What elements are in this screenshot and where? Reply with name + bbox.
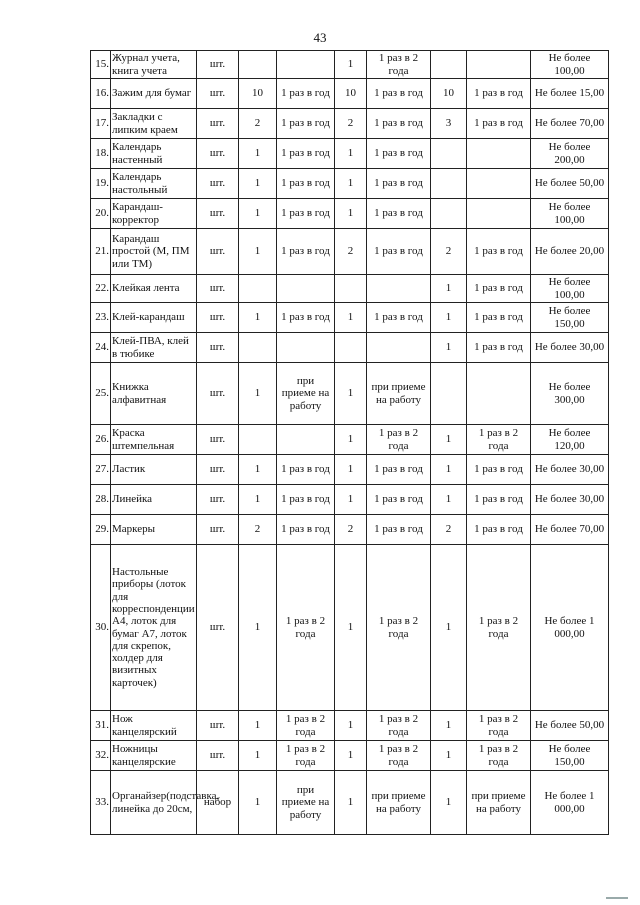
quantity-2: 10 bbox=[335, 79, 367, 109]
item-name: Клейкая лента bbox=[111, 275, 197, 303]
period-3: 1 раз в год bbox=[467, 303, 531, 333]
page-number: 43 bbox=[313, 30, 327, 45]
item-name: Книжка алфавитная bbox=[111, 363, 197, 425]
unit: шт. bbox=[197, 545, 239, 711]
unit: шт. bbox=[197, 515, 239, 545]
price-limit: Не более 100,00 bbox=[531, 199, 609, 229]
item-name: Органайзер(подставка, линейка до 20см, bbox=[111, 771, 197, 835]
price-limit: Не более 20,00 bbox=[531, 229, 609, 275]
row-number: 32. bbox=[91, 741, 111, 771]
row-number: 28. bbox=[91, 485, 111, 515]
row-number: 25. bbox=[91, 363, 111, 425]
quantity-2: 1 bbox=[335, 169, 367, 199]
item-name: Клей-карандаш bbox=[111, 303, 197, 333]
price-limit: Не более 100,00 bbox=[531, 275, 609, 303]
quantity-2: 1 bbox=[335, 425, 367, 455]
price-limit: Не более 30,00 bbox=[531, 333, 609, 363]
table-row bbox=[91, 303, 609, 333]
unit: набор bbox=[197, 771, 239, 835]
period-2: 1 раз в год bbox=[367, 485, 431, 515]
price-limit: Не более 50,00 bbox=[531, 711, 609, 741]
quantity-3: 1 bbox=[431, 485, 467, 515]
unit: шт. bbox=[197, 363, 239, 425]
period-3: 1 раз в 2 года bbox=[467, 545, 531, 711]
unit: шт. bbox=[197, 333, 239, 363]
row-number: 15. bbox=[91, 51, 111, 79]
unit: шт. bbox=[197, 199, 239, 229]
unit: шт. bbox=[197, 275, 239, 303]
period-3 bbox=[467, 51, 531, 79]
item-name: Ножницы канцелярские bbox=[111, 741, 197, 771]
price-limit: Не более 150,00 bbox=[531, 303, 609, 333]
period-1: 1 раз в 2 года bbox=[277, 545, 335, 711]
row-number: 23. bbox=[91, 303, 111, 333]
quantity-3: 1 bbox=[431, 455, 467, 485]
unit: шт. bbox=[197, 51, 239, 79]
period-1: при приеме на работу bbox=[277, 363, 335, 425]
quantity-2: 1 bbox=[335, 771, 367, 835]
price-limit: Не более 120,00 bbox=[531, 425, 609, 455]
quantity-1: 1 bbox=[239, 741, 277, 771]
period-2: 1 раз в 2 года bbox=[367, 51, 431, 79]
page-edge-mark bbox=[606, 897, 628, 899]
row-number: 27. bbox=[91, 455, 111, 485]
row-number: 19. bbox=[91, 169, 111, 199]
quantity-2: 1 bbox=[335, 363, 367, 425]
quantity-3: 10 bbox=[431, 79, 467, 109]
unit: шт. bbox=[197, 455, 239, 485]
quantity-1: 2 bbox=[239, 515, 277, 545]
quantity-1: 1 bbox=[239, 711, 277, 741]
quantity-2: 2 bbox=[335, 515, 367, 545]
unit: шт. bbox=[197, 711, 239, 741]
price-limit: Не более 1 000,00 bbox=[531, 771, 609, 835]
quantity-2 bbox=[335, 333, 367, 363]
price-limit: Не более 30,00 bbox=[531, 485, 609, 515]
quantity-1: 10 bbox=[239, 79, 277, 109]
period-2: 1 раз в год bbox=[367, 303, 431, 333]
table-row bbox=[91, 169, 609, 199]
quantity-2: 2 bbox=[335, 229, 367, 275]
table-row bbox=[91, 741, 609, 771]
table-row bbox=[91, 109, 609, 139]
period-2: 1 раз в 2 года bbox=[367, 425, 431, 455]
quantity-1: 1 bbox=[239, 229, 277, 275]
quantity-2: 1 bbox=[335, 545, 367, 711]
period-3: 1 раз в год bbox=[467, 515, 531, 545]
item-name: Календарь настенный bbox=[111, 139, 197, 169]
row-number: 31. bbox=[91, 711, 111, 741]
quantity-3 bbox=[431, 169, 467, 199]
unit: шт. bbox=[197, 485, 239, 515]
price-limit: Не более 15,00 bbox=[531, 79, 609, 109]
unit: шт. bbox=[197, 229, 239, 275]
quantity-3: 2 bbox=[431, 515, 467, 545]
quantity-1: 1 bbox=[239, 545, 277, 711]
table-row bbox=[91, 229, 609, 275]
period-2: 1 раз в год bbox=[367, 109, 431, 139]
period-3: 1 раз в год bbox=[467, 109, 531, 139]
period-1: 1 раз в 2 года bbox=[277, 741, 335, 771]
period-1 bbox=[277, 275, 335, 303]
period-2: 1 раз в год bbox=[367, 199, 431, 229]
period-3: 1 раз в 2 года bbox=[467, 711, 531, 741]
quantity-1: 2 bbox=[239, 109, 277, 139]
period-3: 1 раз в год bbox=[467, 275, 531, 303]
price-limit: Не более 70,00 bbox=[531, 515, 609, 545]
period-1: 1 раз в год bbox=[277, 515, 335, 545]
table-row bbox=[91, 771, 609, 835]
quantity-3 bbox=[431, 139, 467, 169]
period-2: 1 раз в 2 года bbox=[367, 711, 431, 741]
quantity-2: 2 bbox=[335, 109, 367, 139]
row-number: 18. bbox=[91, 139, 111, 169]
period-1: при приеме на работу bbox=[277, 771, 335, 835]
period-2: 1 раз в 2 года bbox=[367, 741, 431, 771]
quantity-3: 1 bbox=[431, 545, 467, 711]
row-number: 33. bbox=[91, 771, 111, 835]
period-2: 1 раз в год bbox=[367, 515, 431, 545]
period-3 bbox=[467, 199, 531, 229]
price-limit: Не более 50,00 bbox=[531, 169, 609, 199]
table-row bbox=[91, 275, 609, 303]
row-number: 29. bbox=[91, 515, 111, 545]
unit: шт. bbox=[197, 79, 239, 109]
period-2: 1 раз в 2 года bbox=[367, 545, 431, 711]
quantity-1: 1 bbox=[239, 455, 277, 485]
quantity-3 bbox=[431, 199, 467, 229]
quantity-2: 1 bbox=[335, 485, 367, 515]
price-limit: Не более 30,00 bbox=[531, 455, 609, 485]
quantity-2: 1 bbox=[335, 139, 367, 169]
table-row bbox=[91, 363, 609, 425]
quantity-1: 1 bbox=[239, 303, 277, 333]
row-number: 21. bbox=[91, 229, 111, 275]
quantity-3 bbox=[431, 51, 467, 79]
unit: шт. bbox=[197, 303, 239, 333]
quantity-3: 1 bbox=[431, 711, 467, 741]
item-name: Нож канцелярский bbox=[111, 711, 197, 741]
price-limit: Не более 1 000,00 bbox=[531, 545, 609, 711]
period-1: 1 раз в 2 года bbox=[277, 711, 335, 741]
period-1: 1 раз в год bbox=[277, 139, 335, 169]
period-1: 1 раз в год bbox=[277, 485, 335, 515]
quantity-1: 1 bbox=[239, 363, 277, 425]
unit: шт. bbox=[197, 741, 239, 771]
period-1 bbox=[277, 425, 335, 455]
period-3: 1 раз в год bbox=[467, 455, 531, 485]
item-name: Зажим для бумаг bbox=[111, 79, 197, 109]
item-name: Маркеры bbox=[111, 515, 197, 545]
quantity-1 bbox=[239, 425, 277, 455]
price-limit: Не более 100,00 bbox=[531, 51, 609, 79]
row-number: 16. bbox=[91, 79, 111, 109]
row-number: 24. bbox=[91, 333, 111, 363]
table-body bbox=[91, 51, 609, 835]
period-1 bbox=[277, 333, 335, 363]
quantity-1: 1 bbox=[239, 485, 277, 515]
item-name: Карандаш простой (М, ПМ или ТМ) bbox=[111, 229, 197, 275]
period-1: 1 раз в год bbox=[277, 229, 335, 275]
quantity-2: 1 bbox=[335, 51, 367, 79]
period-1: 1 раз в год bbox=[277, 199, 335, 229]
row-number: 22. bbox=[91, 275, 111, 303]
quantity-3: 1 bbox=[431, 333, 467, 363]
period-1: 1 раз в год bbox=[277, 169, 335, 199]
period-2 bbox=[367, 333, 431, 363]
quantity-3 bbox=[431, 363, 467, 425]
period-3: 1 раз в 2 года bbox=[467, 741, 531, 771]
period-3 bbox=[467, 169, 531, 199]
period-2: 1 раз в год bbox=[367, 79, 431, 109]
table-row bbox=[91, 425, 609, 455]
period-2: 1 раз в год bbox=[367, 169, 431, 199]
item-name: Краска штемпельная bbox=[111, 425, 197, 455]
quantity-3: 1 bbox=[431, 275, 467, 303]
period-3: 1 раз в год bbox=[467, 79, 531, 109]
item-name: Журнал учета, книга учета bbox=[111, 51, 197, 79]
row-number: 26. bbox=[91, 425, 111, 455]
period-3 bbox=[467, 363, 531, 425]
table-row bbox=[91, 79, 609, 109]
price-limit: Не более 300,00 bbox=[531, 363, 609, 425]
table-row bbox=[91, 333, 609, 363]
quantity-1: 1 bbox=[239, 139, 277, 169]
quantity-1: 1 bbox=[239, 169, 277, 199]
period-2: при приеме на работу bbox=[367, 771, 431, 835]
period-1: 1 раз в год bbox=[277, 79, 335, 109]
quantity-3: 3 bbox=[431, 109, 467, 139]
quantity-1: 1 bbox=[239, 199, 277, 229]
quantity-3: 1 bbox=[431, 741, 467, 771]
row-number: 20. bbox=[91, 199, 111, 229]
item-name: Настольные приборы (лоток для корреспонденции А4, лоток для бумаг А7, лоток для скрепок, холдер для визитных карточек) bbox=[111, 545, 197, 711]
quantity-2: 1 bbox=[335, 711, 367, 741]
period-3 bbox=[467, 139, 531, 169]
price-limit: Не более 200,00 bbox=[531, 139, 609, 169]
quantity-3: 1 bbox=[431, 771, 467, 835]
price-limit: Не более 70,00 bbox=[531, 109, 609, 139]
quantity-1 bbox=[239, 275, 277, 303]
quantity-2: 1 bbox=[335, 303, 367, 333]
unit: шт. bbox=[197, 109, 239, 139]
row-number: 30. bbox=[91, 545, 111, 711]
row-number: 17. bbox=[91, 109, 111, 139]
unit: шт. bbox=[197, 425, 239, 455]
table-row bbox=[91, 485, 609, 515]
supplies-table bbox=[90, 50, 609, 835]
quantity-3: 1 bbox=[431, 303, 467, 333]
period-3: 1 раз в год bbox=[467, 229, 531, 275]
period-3: 1 раз в год bbox=[467, 485, 531, 515]
table-row bbox=[91, 51, 609, 79]
quantity-3: 1 bbox=[431, 425, 467, 455]
period-2 bbox=[367, 275, 431, 303]
period-1: 1 раз в год bbox=[277, 455, 335, 485]
table-row bbox=[91, 545, 609, 711]
period-2: 1 раз в год bbox=[367, 455, 431, 485]
table-row bbox=[91, 711, 609, 741]
quantity-3: 2 bbox=[431, 229, 467, 275]
quantity-2: 1 bbox=[335, 199, 367, 229]
period-1 bbox=[277, 51, 335, 79]
item-name: Клей-ПВА, клей в тюбике bbox=[111, 333, 197, 363]
item-name: Линейка bbox=[111, 485, 197, 515]
period-2: 1 раз в год bbox=[367, 139, 431, 169]
period-3: при приеме на работу bbox=[467, 771, 531, 835]
period-3: 1 раз в 2 года bbox=[467, 425, 531, 455]
table-row bbox=[91, 455, 609, 485]
period-2: 1 раз в год bbox=[367, 229, 431, 275]
quantity-1 bbox=[239, 333, 277, 363]
period-1: 1 раз в год bbox=[277, 303, 335, 333]
table-row bbox=[91, 515, 609, 545]
quantity-1: 1 bbox=[239, 771, 277, 835]
table-row bbox=[91, 199, 609, 229]
price-limit: Не более 150,00 bbox=[531, 741, 609, 771]
table-row bbox=[91, 139, 609, 169]
item-name: Ластик bbox=[111, 455, 197, 485]
quantity-2: 1 bbox=[335, 455, 367, 485]
unit: шт. bbox=[197, 139, 239, 169]
item-name: Календарь настольный bbox=[111, 169, 197, 199]
period-3: 1 раз в год bbox=[467, 333, 531, 363]
quantity-2: 1 bbox=[335, 741, 367, 771]
quantity-2 bbox=[335, 275, 367, 303]
item-name: Закладки с липким краем bbox=[111, 109, 197, 139]
period-2: при приеме на работу bbox=[367, 363, 431, 425]
unit: шт. bbox=[197, 169, 239, 199]
item-name: Карандаш-корректор bbox=[111, 199, 197, 229]
period-1: 1 раз в год bbox=[277, 109, 335, 139]
quantity-1 bbox=[239, 51, 277, 79]
